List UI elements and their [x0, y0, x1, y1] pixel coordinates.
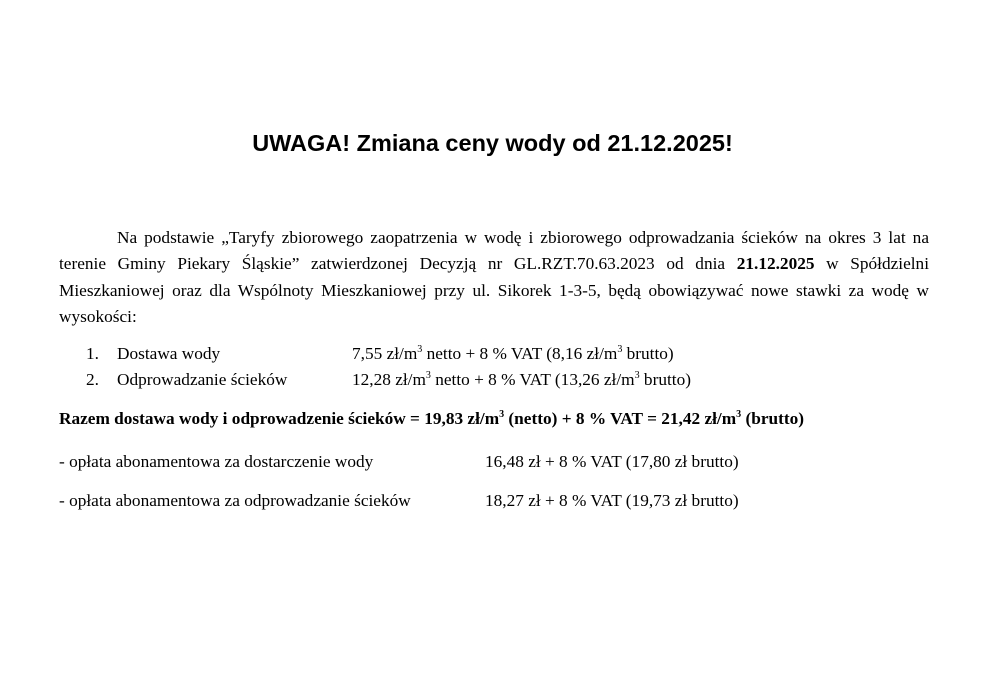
rate-value [352, 370, 691, 390]
fee-value: 16,48 zł + 8 % VAT (17,80 zł brutto) [485, 452, 739, 471]
rate-vat: netto + 8 % VAT (8,16 zł/m [422, 344, 618, 363]
rate-vat: netto + 8 % VAT (13,26 zł/m [430, 370, 635, 389]
total-gross: (brutto) [741, 409, 805, 428]
rate-number: 1. [86, 344, 99, 363]
fee-label: - opłata abonamentowa za dostarczenie wody [59, 452, 374, 471]
total-net: Razem dostawa wody i odprowadzenie ścieków = 19,83 zł/m [59, 409, 500, 428]
rate-gross: brutto) [639, 370, 691, 389]
rate-net: 7,55 zł/m [352, 344, 418, 363]
intro-paragraph [59, 225, 929, 330]
total-summary [59, 409, 804, 429]
intro-text-part1: Na podstawie „Taryfy zbiorowego zaopatrzenia w wodę i zbiorowego odprowadzania ścieków na okres 3 lat na terenie Gminy Piekary Śląskie” zatwierdzonej Decyzją nr GL.RZT.70.63.2023 od dnia [59, 228, 929, 274]
unit-exponent: 3 [634, 370, 640, 381]
intro-text-part2: w Spółdzielni Mieszkaniowej oraz dla Wspólnoty Mieszkaniowej przy ul. Sikorek 1-3-5, będą obowiązywać nowe stawki za wodę w wysokości: [59, 254, 929, 326]
unit-exponent: 3 [417, 344, 423, 355]
rate-number: 2. [86, 370, 99, 389]
rate-name: Dostawa wody [117, 344, 221, 363]
rate-value [352, 344, 674, 364]
rate-name: Odprowadzanie ścieków [117, 370, 288, 389]
rate-gross: brutto) [622, 344, 674, 363]
rate-net: 12,28 zł/m [352, 370, 426, 389]
total-vat: (netto) + 8 % VAT = 21,42 zł/m [504, 409, 737, 428]
unit-exponent: 3 [499, 409, 505, 420]
unit-exponent: 3 [617, 344, 623, 355]
fee-value: 18,27 zł + 8 % VAT (19,73 zł brutto) [485, 491, 739, 510]
effective-date: 21.12.2025 [736, 254, 815, 274]
fee-label: - opłata abonamentowa za odprowadzanie ścieków [59, 491, 411, 510]
unit-exponent: 3 [425, 370, 431, 381]
notice-title: UWAGA! Zmiana ceny wody od 21.12.2025! [252, 130, 733, 156]
unit-exponent: 3 [736, 409, 742, 420]
